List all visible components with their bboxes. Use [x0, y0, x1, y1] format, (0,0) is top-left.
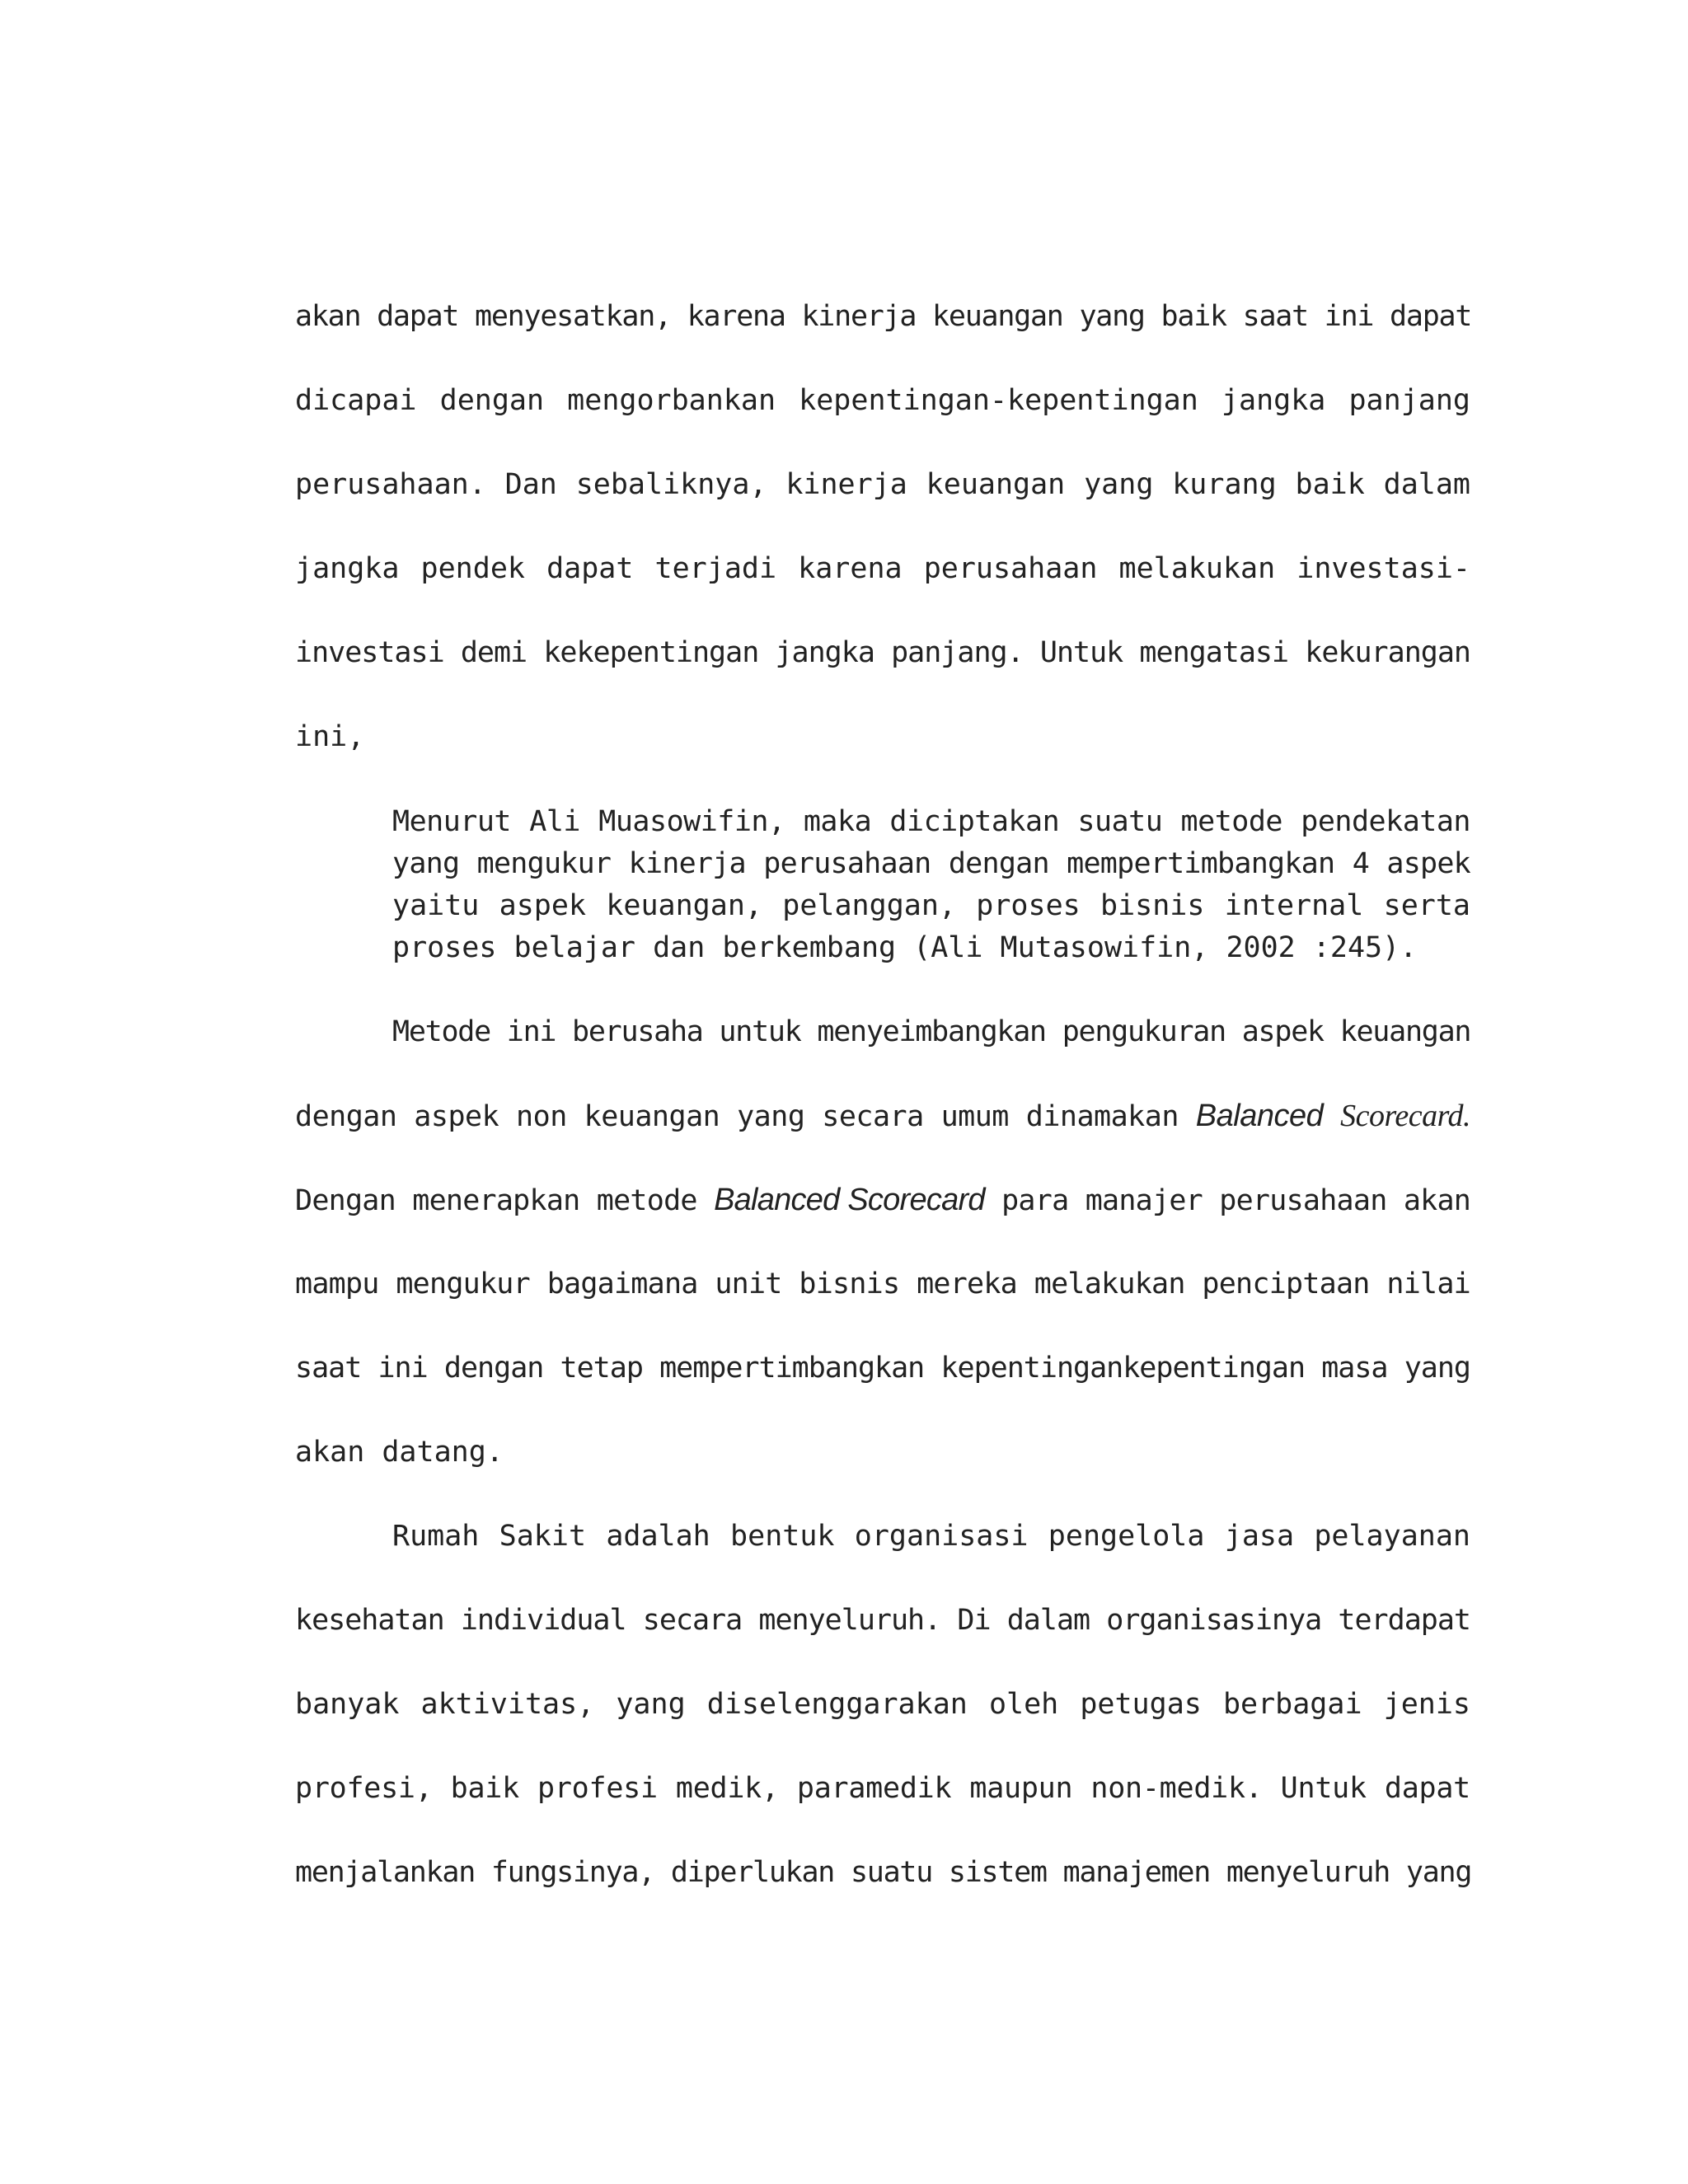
paragraph-2-line-3-pre: Dengan menerapkan metode	[295, 1184, 697, 1217]
quote-line-4: proses belajar dan berkembang (Ali Mutasowifin, 2002 :245).	[392, 931, 1418, 964]
paragraph-2-line-3-post: para manajer perusahaan akan	[1001, 1184, 1471, 1217]
paragraph-2-line-2	[295, 1098, 1470, 1135]
paragraph-2-line-2-text: dengan aspek non keuangan yang secara umum dinamakan	[295, 1100, 1179, 1133]
quote-line-1: Menurut Ali Muasowifin, maka diciptakan suatu metode pendekatan	[392, 805, 1470, 838]
paragraph-1-line-1: akan dapat menyesatkan, karena kinerja keuangan yang baik saat ini dapat	[295, 300, 1472, 333]
paragraph-3-line-5: menjalankan fungsinya, diperlukan suatu sistem manajemen menyeluruh yang	[295, 1856, 1472, 1889]
paragraph-2-line-4: mampu mengukur bagaimana unit bisnis mereka melakukan penciptaan nilai	[295, 1268, 1470, 1301]
paragraph-2-line-6: akan datang.	[295, 1436, 504, 1469]
paragraph-3-line-4: profesi, baik profesi medik, paramedik maupun non-medik. Untuk dapat	[295, 1772, 1470, 1805]
term-balanced-scorecard: Balanced Scorecard	[714, 1183, 985, 1217]
paragraph-1-line-4: jangka pendek dapat terjadi karena perusahaan melakukan investasi-	[295, 552, 1470, 585]
paragraph-1-line-5: investasi demi kekepentingan jangka panjang. Untuk mengatasi kekurangan	[295, 636, 1470, 669]
term-balanced: Balanced	[1195, 1099, 1324, 1133]
paragraph-2-line-5: saat ini dengan tetap mempertimbangkan kepentingankepentingan masa yang	[295, 1352, 1470, 1385]
paragraph-1-line-3: perusahaan. Dan sebaliknya, kinerja keuangan yang kurang baik dalam	[295, 468, 1470, 501]
paragraph-3-line-2: kesehatan individual secara menyeluruh. Di dalam organisasinya terdapat	[295, 1604, 1470, 1637]
paragraph-1-line-6: ini,	[295, 720, 365, 753]
quote-line-2: yang mengukur kinerja perusahaan dengan mempertimbangkan 4 aspek	[392, 847, 1470, 880]
paragraph-2-line-3	[295, 1182, 1470, 1219]
paragraph-3-line-3: banyak aktivitas, yang diselenggarakan oleh petugas berbagai jenis	[295, 1688, 1470, 1721]
paragraph-2-line-1: Metode ini berusaha untuk menyeimbangkan pengukuran aspek keuangan	[392, 1015, 1471, 1048]
term-scorecard: Scorecard.	[1340, 1099, 1471, 1133]
quote-line-3: yaitu aspek keuangan, pelanggan, proses bisnis internal serta	[392, 889, 1470, 922]
paragraph-3-line-1: Rumah Sakit adalah bentuk organisasi pengelola jasa pelayanan	[392, 1520, 1470, 1553]
paragraph-1-line-2: dicapai dengan mengorbankan kepentingan-kepentingan jangka panjang	[295, 384, 1470, 417]
